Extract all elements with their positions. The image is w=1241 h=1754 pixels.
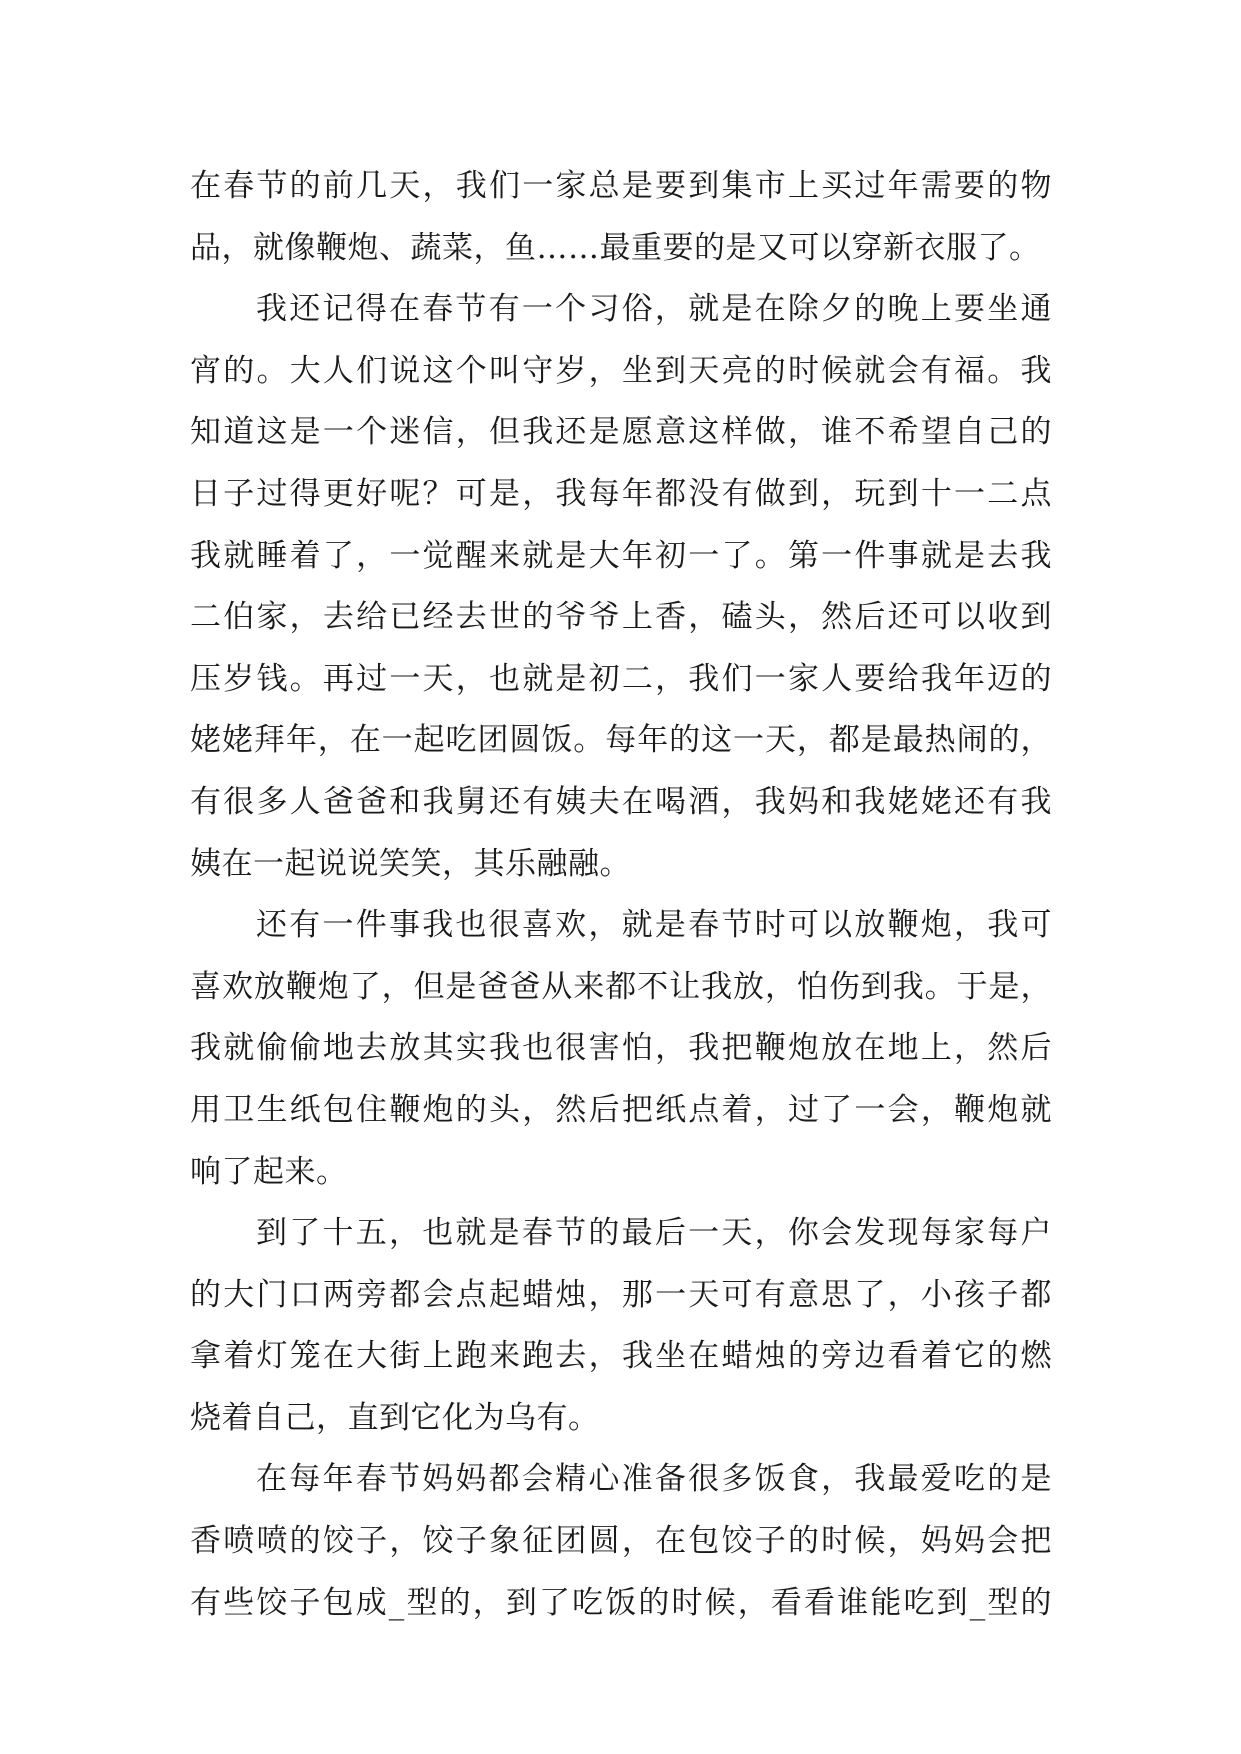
text-line: 二伯家，去给已经去世的爷爷上香，磕头，然后还可以收到 — [190, 599, 1052, 636]
text-line: 有些饺子包成_型的，到了吃饭的时候，看看谁能吃到_型的 — [190, 1584, 1052, 1621]
text-line: 烧着自己，直到它化为乌有。 — [190, 1399, 600, 1436]
text-line: 压岁钱。再过一天，也就是初二，我们一家人要给我年迈的 — [190, 660, 1052, 697]
text-line: 用卫生纸包住鞭炮的头，然后把纸点着，过了一会，鞭炮就 — [190, 1091, 1052, 1128]
text-line: 姨在一起说说笑笑，其乐融融。 — [190, 845, 631, 882]
paragraph — [190, 1203, 1052, 1449]
text-line: 我还记得在春节有一个习俗，就是在除夕的晚上要坐通 — [256, 291, 1052, 328]
text-line: 宵的。大人们说这个叫守岁，坐到天亮的时候就会有福。我 — [190, 352, 1052, 389]
text-line: 知道这是一个迷信，但我还是愿意这样做，谁不希望自己的 — [190, 414, 1052, 451]
text-line: 我就偷偷地去放其实我也很害怕，我把鞭炮放在地上，然后 — [190, 1030, 1052, 1067]
paragraph — [190, 1449, 1052, 1634]
text-line: 有很多人爸爸和我舅还有姨夫在喝酒，我妈和我姥姥还有我 — [190, 783, 1052, 820]
text-line: 日子过得更好呢？可是，我每年都没有做到，玩到十一二点 — [190, 475, 1052, 512]
text-line: 在每年春节妈妈都会精心准备很多饭食，我最爱吃的是 — [256, 1461, 1052, 1498]
text-line: 到了十五，也就是春节的最后一天，你会发现每家每户 — [256, 1215, 1052, 1252]
text-line: 姥姥拜年，在一起吃团圆饭。每年的这一天，都是最热闹的， — [190, 722, 1052, 759]
text-line: 品，就像鞭炮、蔬菜，鱼……最重要的是又可以穿新衣服了。 — [190, 229, 1041, 266]
text-line: 还有一件事我也很喜欢，就是春节时可以放鞭炮，我可 — [256, 907, 1052, 944]
text-line: 拿着灯笼在大街上跑来跑去，我坐在蜡烛的旁边看着它的燃 — [190, 1338, 1052, 1375]
text-line: 香喷喷的饺子，饺子象征团圆，在包饺子的时候，妈妈会把 — [190, 1523, 1052, 1560]
text-line: 的大门口两旁都会点起蜡烛，那一天可有意思了，小孩子都 — [190, 1276, 1052, 1313]
text-line: 响了起来。 — [190, 1153, 348, 1190]
paragraph — [190, 156, 1052, 279]
document-body — [190, 156, 1052, 1634]
paragraph — [190, 895, 1052, 1203]
text-line: 喜欢放鞭炮了，但是爸爸从来都不让我放，怕伤到我。于是， — [190, 968, 1052, 1005]
text-line: 我就睡着了，一觉醒来就是大年初一了。第一件事就是去我 — [190, 537, 1052, 574]
paragraph — [190, 279, 1052, 895]
text-line: 在春节的前几天，我们一家总是要到集市上买过年需要的物 — [190, 168, 1052, 204]
